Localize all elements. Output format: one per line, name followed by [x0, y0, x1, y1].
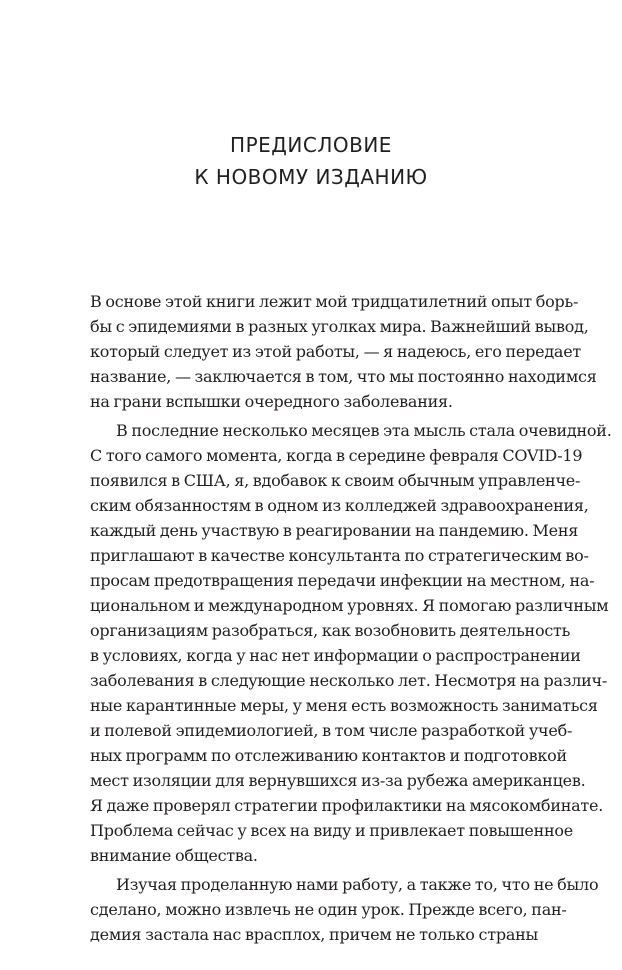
- text-line: в условиях, когда у нас нет информации о распространении: [90, 646, 581, 665]
- chapter-heading: [0, 129, 622, 193]
- text-line: В последние несколько месяцев эта мысль стала очевидной.: [116, 421, 612, 440]
- text-line: мест изоляции для вернувшихся из-за рубежа американцев.: [90, 771, 586, 790]
- text-line: появился в США, я, вдобавок к своим обычным управленче-: [90, 471, 581, 490]
- text-line: просам предотвращения передачи инфекции на местном, на-: [90, 571, 595, 590]
- text-line: каждый день участвую в реагировании на пандемию. Меня: [90, 521, 579, 540]
- text-line: Я даже проверял стратегии профилактики на мясокомбинате.: [90, 796, 604, 815]
- text-line: ных программ по отслеживанию контактов и подготовкой: [90, 746, 567, 765]
- text-line: внимание общества.: [90, 846, 258, 865]
- text-line: В основе этой книги лежит мой тридцатилетний опыт борь-: [90, 292, 579, 311]
- text-line: ским обязанностям в одном из колледжей здравоохранения,: [90, 496, 589, 515]
- chapter-heading-line-1: ПРЕДИСЛОВИЕ: [230, 133, 392, 157]
- text-line: сделано, можно извлечь не один урок. Прежде всего, пан-: [90, 900, 567, 919]
- text-line: ные карантинные меры, у меня есть возможность заниматься: [90, 696, 598, 715]
- chapter-heading-line-2: К НОВОМУ ИЗДАНИЮ: [194, 165, 428, 189]
- text-line: организациям разобраться, как возобновить деятельность: [90, 621, 571, 640]
- text-line: Изучая проделанную нами работу, а также то, что не было: [116, 875, 599, 894]
- text-line: который следует из этой работы, — я надеюсь, его передает: [90, 342, 582, 361]
- text-line: циональном и международном уровнях. Я помогаю различным: [90, 596, 609, 615]
- text-line: бы с эпидемиями в разных уголках мира. Важнейший вывод,: [90, 317, 589, 336]
- text-line: приглашают в качестве консультанта по стратегическим во-: [90, 546, 589, 565]
- text-line: демия застала нас врасплох, причем не только страны: [90, 925, 538, 944]
- text-line: на грани вспышки очередного заболевания.: [90, 392, 453, 411]
- text-line: название, — заключается в том, что мы постоянно находимся: [90, 367, 597, 386]
- text-line: заболевания в следующие несколько лет. Несмотря на различ-: [90, 671, 608, 690]
- text-line: и полевой эпидемиологией, в том числе разработкой учеб-: [90, 721, 573, 740]
- text-line: С того самого момента, когда в середине февраля COVID-19: [90, 446, 583, 465]
- text-line: Проблема сейчас у всех на виду и привлекает повышенное: [90, 821, 573, 840]
